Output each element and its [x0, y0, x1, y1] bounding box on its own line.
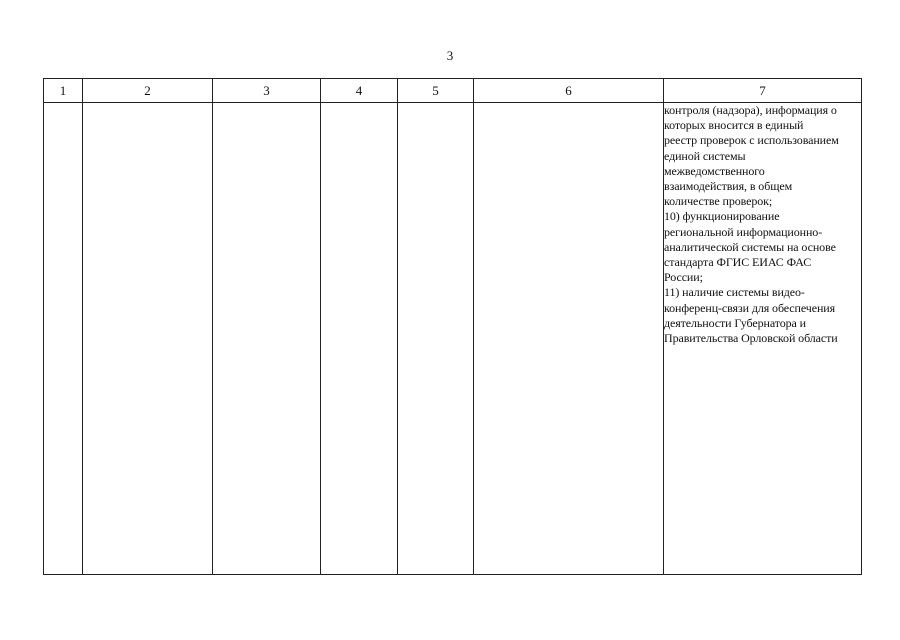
table-row [44, 103, 862, 575]
cell-text-line: России; [664, 270, 703, 285]
cell-text-line: региональной информационно- [664, 224, 823, 239]
document-table [43, 78, 862, 575]
cell-text-line: взаимодействия, в общем [664, 179, 793, 194]
cell-text-line: аналитической системы на основе [664, 239, 836, 254]
column-header-3: 3 [213, 79, 321, 103]
column-header-7: 7 [664, 79, 862, 103]
column-header-5: 5 [398, 79, 474, 103]
cell-text-line: единой системы [664, 148, 746, 163]
table-header-row [44, 79, 862, 103]
table-cell-col-7 [664, 103, 862, 575]
cell-text-line: контроля (надзора), информация о [664, 103, 837, 117]
cell-text-line: реестр проверок с использованием [664, 133, 839, 148]
cell-text-line: Правительства Орловской области [664, 331, 838, 346]
table-cell-col-6 [474, 103, 664, 575]
cell-text-line: 11) наличие системы видео- [664, 285, 805, 300]
column-header-1: 1 [44, 79, 83, 103]
cell-text-line: межведомственного [664, 163, 765, 178]
table-cell-col-1 [44, 103, 83, 575]
column-header-4: 4 [321, 79, 398, 103]
cell-text-line: которых вносится в единый [664, 118, 804, 133]
cell-text-line: 10) функционирование [664, 209, 780, 224]
cell-text-line: количестве проверок; [664, 194, 773, 209]
column-header-6: 6 [474, 79, 664, 103]
table-cell-col-3 [213, 103, 321, 575]
table-cell-col-2 [83, 103, 213, 575]
cell-text-line: конференц-связи для обеспечения [664, 300, 836, 315]
cell-text-line: стандарта ФГИС ЕИАС ФАС [664, 255, 812, 270]
table-cell-col-5 [398, 103, 474, 575]
column-header-2: 2 [83, 79, 213, 103]
cell-text-line: деятельности Губернатора и [664, 315, 806, 330]
table-cell-col-4 [321, 103, 398, 575]
page-number: 3 [446, 48, 454, 63]
